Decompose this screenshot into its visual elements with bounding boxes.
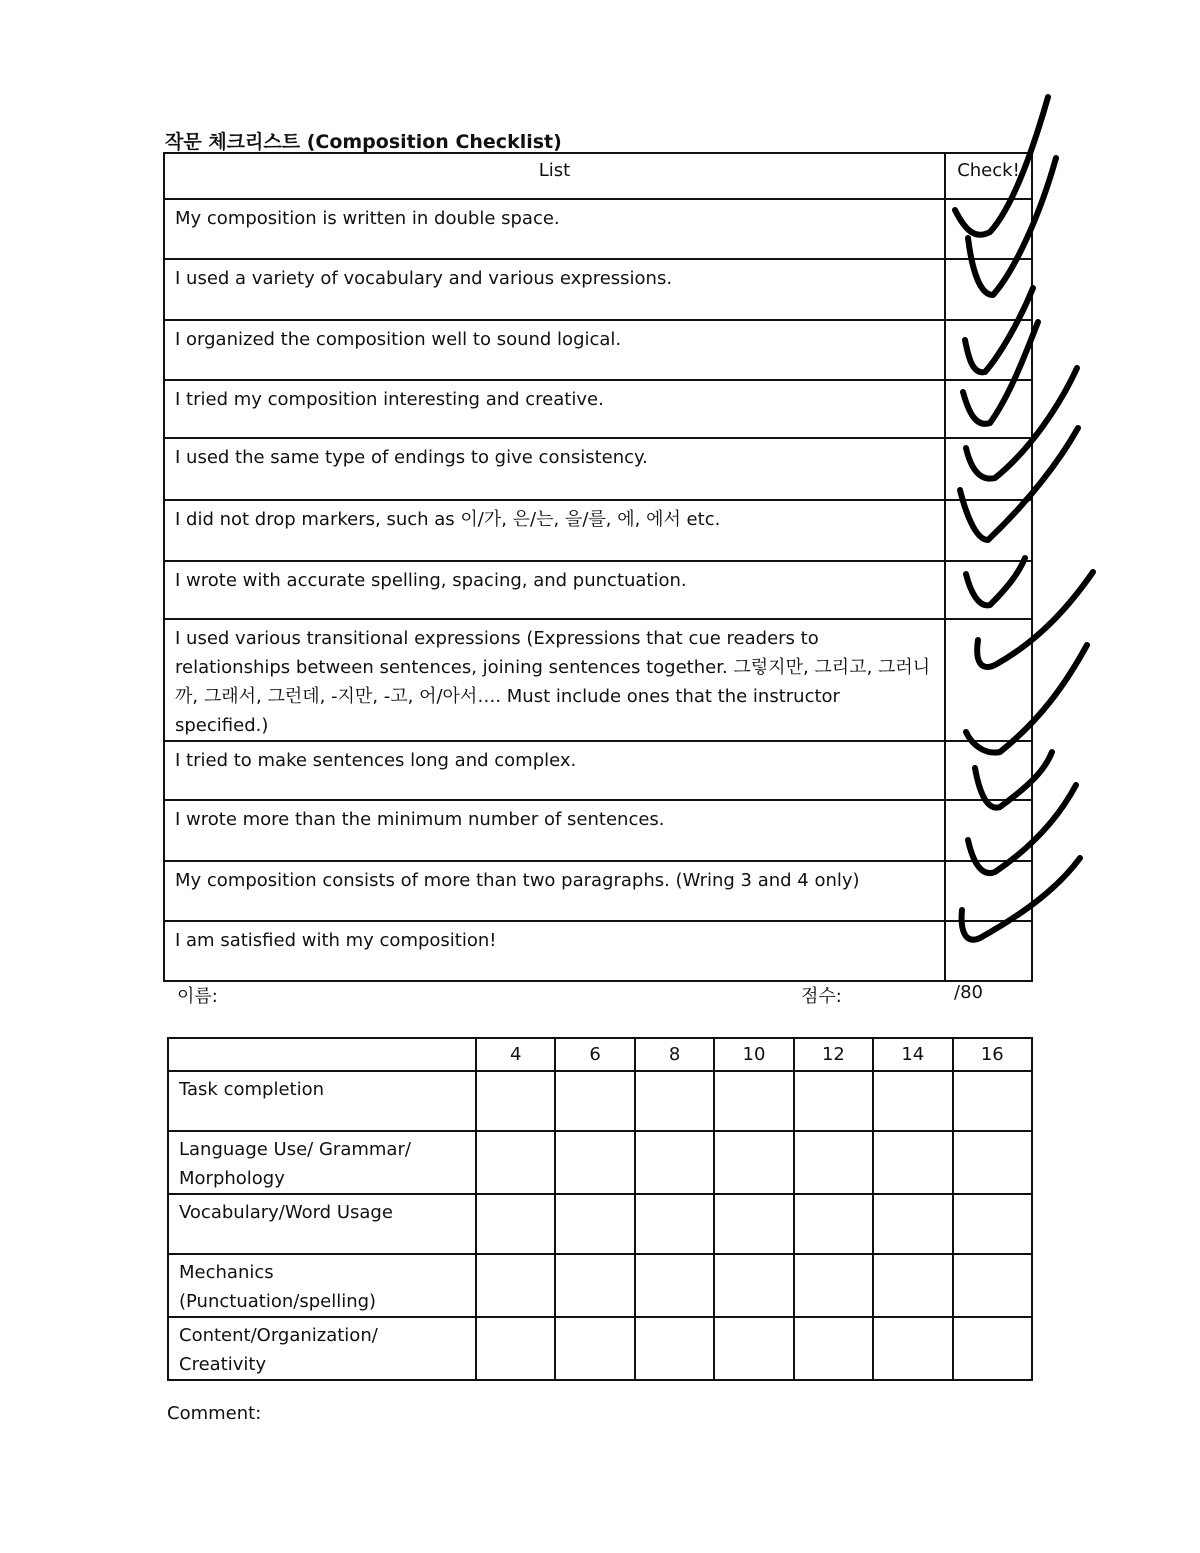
score-cell[interactable]	[873, 1071, 952, 1131]
score-cell[interactable]	[476, 1071, 555, 1131]
checklist-item-text: My composition is written in double space.	[164, 199, 945, 259]
checklist-row	[164, 741, 1032, 800]
checklist-row	[164, 438, 1032, 500]
checklist-row	[164, 199, 1032, 259]
score-cell[interactable]	[794, 1071, 873, 1131]
checklist-row	[164, 800, 1032, 861]
checklist-item-text: I tried my composition interesting and creative.	[164, 380, 945, 438]
check-column-header: Check!	[945, 153, 1032, 199]
score-cell[interactable]	[476, 1131, 555, 1194]
checklist-row	[164, 861, 1032, 921]
check-cell[interactable]	[945, 438, 1032, 500]
score-cell[interactable]	[794, 1254, 873, 1317]
checklist-item-text: My composition consists of more than two paragraphs. (Wring 3 and 4 only)	[164, 861, 945, 921]
rubric-criterion: Vocabulary/Word Usage	[168, 1194, 476, 1254]
checklist-row	[164, 500, 1032, 561]
checklist-row	[164, 921, 1032, 981]
check-cell[interactable]	[945, 800, 1032, 861]
score-column-header: 14	[873, 1038, 952, 1071]
score-cell[interactable]	[635, 1317, 714, 1380]
rubric-row	[168, 1071, 1032, 1131]
score-cell[interactable]	[873, 1131, 952, 1194]
checklist-item-text: I tried to make sentences long and complex.	[164, 741, 945, 800]
score-cell[interactable]	[555, 1071, 634, 1131]
score-cell[interactable]	[794, 1194, 873, 1254]
score-total: /80	[954, 982, 983, 1003]
rubric-corner-cell	[168, 1038, 476, 1071]
score-cell[interactable]	[635, 1071, 714, 1131]
score-cell[interactable]	[953, 1254, 1032, 1317]
score-column-header: 16	[953, 1038, 1032, 1071]
rubric-row	[168, 1131, 1032, 1194]
score-cell[interactable]	[953, 1317, 1032, 1380]
rubric-criterion: Language Use/ Grammar/ Morphology	[168, 1131, 476, 1194]
comment-label: Comment:	[167, 1403, 262, 1424]
score-column-header: 6	[555, 1038, 634, 1071]
checklist-item-text: I wrote more than the minimum number of sentences.	[164, 800, 945, 861]
check-cell[interactable]	[945, 561, 1032, 619]
rubric-row	[168, 1254, 1032, 1317]
score-cell[interactable]	[873, 1194, 952, 1254]
score-cell[interactable]	[555, 1194, 634, 1254]
score-cell[interactable]	[476, 1194, 555, 1254]
checklist-row	[164, 619, 1032, 741]
checklist-item-text: I am satisfied with my composition!	[164, 921, 945, 981]
rubric-header-row	[168, 1038, 1032, 1071]
score-cell[interactable]	[953, 1194, 1032, 1254]
checklist-item-text: I used various transitional expressions (Expressions that cue readers to relationships between sentences, joining sentences together. 그렇지만, 그리고, 그러니까, 그래서, 그런데, -지만, -고, 어/아서…. Must include ones that the instructor specified.)	[164, 619, 945, 741]
list-column-header: List	[164, 153, 945, 199]
score-cell[interactable]	[953, 1131, 1032, 1194]
check-cell[interactable]	[945, 320, 1032, 380]
checklist-header-row	[164, 153, 1032, 199]
composition-checklist-table	[163, 152, 1033, 982]
checklist-row	[164, 320, 1032, 380]
score-cell[interactable]	[555, 1254, 634, 1317]
checklist-row	[164, 561, 1032, 619]
score-cell[interactable]	[714, 1194, 793, 1254]
checklist-row	[164, 259, 1032, 320]
score-cell[interactable]	[555, 1317, 634, 1380]
check-cell[interactable]	[945, 500, 1032, 561]
rubric-row	[168, 1317, 1032, 1380]
score-column-header: 8	[635, 1038, 714, 1071]
score-cell[interactable]	[476, 1254, 555, 1317]
score-cell[interactable]	[714, 1071, 793, 1131]
score-column-header: 10	[714, 1038, 793, 1071]
checklist-item-text: I did not drop markers, such as 이/가, 은/는, 을/를, 에, 에서 etc.	[164, 500, 945, 561]
score-cell[interactable]	[635, 1131, 714, 1194]
score-cell[interactable]	[476, 1317, 555, 1380]
score-cell[interactable]	[794, 1131, 873, 1194]
rubric-criterion: Task completion	[168, 1071, 476, 1131]
score-column-header: 12	[794, 1038, 873, 1071]
checklist-item-text: I organized the composition well to sound logical.	[164, 320, 945, 380]
score-cell[interactable]	[953, 1071, 1032, 1131]
rubric-row	[168, 1194, 1032, 1254]
score-cell[interactable]	[794, 1317, 873, 1380]
check-cell[interactable]	[945, 259, 1032, 320]
check-cell[interactable]	[945, 861, 1032, 921]
name-label: 이름:	[177, 986, 218, 1007]
score-label: 점수:	[801, 986, 842, 1007]
check-cell[interactable]	[945, 199, 1032, 259]
score-cell[interactable]	[635, 1194, 714, 1254]
rubric-criterion: Content/Organization/ Creativity	[168, 1317, 476, 1380]
checklist-item-text: I wrote with accurate spelling, spacing, and punctuation.	[164, 561, 945, 619]
score-cell[interactable]	[873, 1317, 952, 1380]
scoring-rubric-table	[167, 1037, 1033, 1381]
checklist-title: 작문 체크리스트 (Composition Checklist)	[165, 131, 562, 153]
check-cell[interactable]	[945, 380, 1032, 438]
score-cell[interactable]	[714, 1317, 793, 1380]
rubric-criterion: Mechanics (Punctuation/spelling)	[168, 1254, 476, 1317]
check-cell[interactable]	[945, 741, 1032, 800]
checklist-row	[164, 380, 1032, 438]
score-cell[interactable]	[714, 1131, 793, 1194]
checklist-item-text: I used a variety of vocabulary and various expressions.	[164, 259, 945, 320]
score-cell[interactable]	[555, 1131, 634, 1194]
checklist-item-text: I used the same type of endings to give consistency.	[164, 438, 945, 500]
score-column-header: 4	[476, 1038, 555, 1071]
check-cell[interactable]	[945, 619, 1032, 741]
check-cell[interactable]	[945, 921, 1032, 981]
score-cell[interactable]	[873, 1254, 952, 1317]
score-cell[interactable]	[714, 1254, 793, 1317]
score-cell[interactable]	[635, 1254, 714, 1317]
